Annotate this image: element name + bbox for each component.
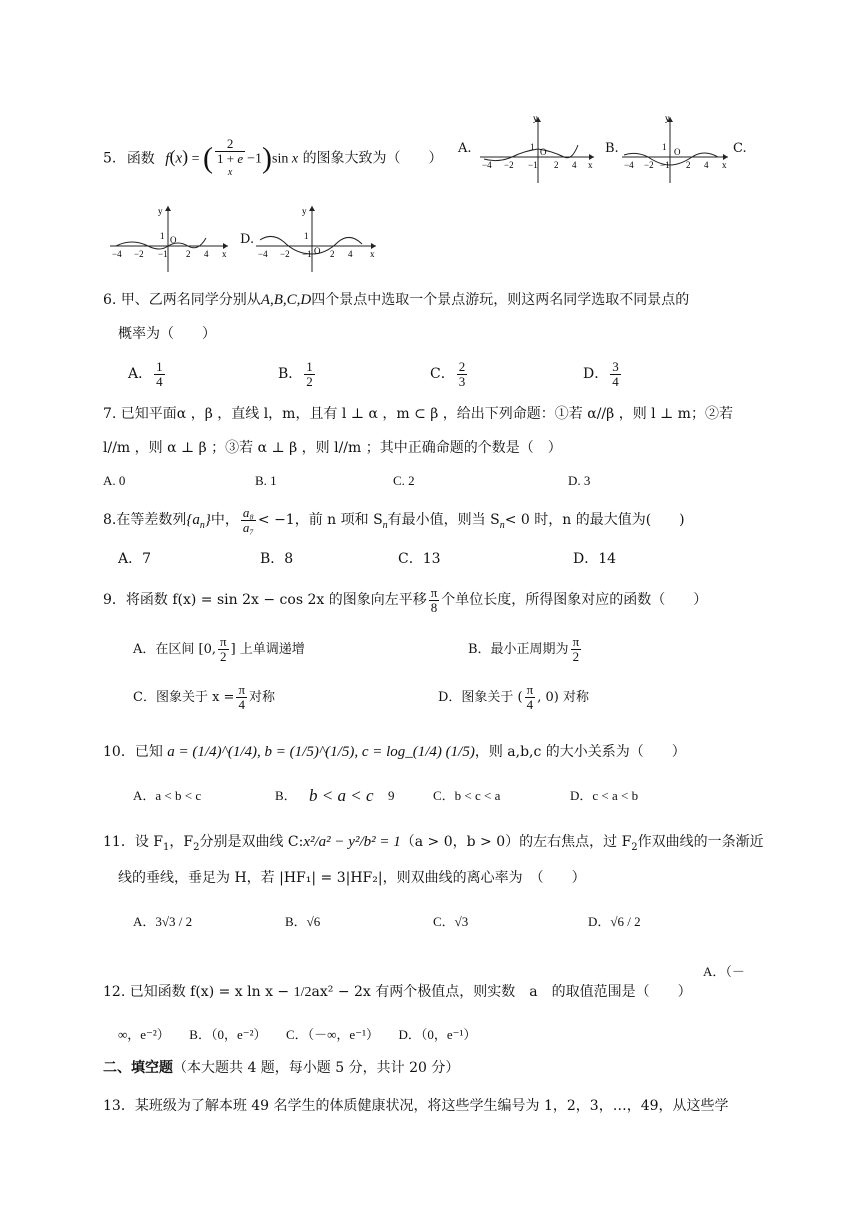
svg-text:−4: −4 bbox=[112, 249, 122, 259]
svg-text:4: 4 bbox=[704, 160, 709, 170]
q7-option-b: B. 1 bbox=[255, 473, 277, 488]
q5-option-c-label: C. bbox=[733, 141, 747, 156]
q9-option-d: D．图象关于 ( $\frac{\pi}{4}$ , 0) 对称 bbox=[438, 682, 589, 712]
q6-vars: A,B,C,D bbox=[260, 292, 312, 308]
q5-graph-c bbox=[108, 202, 230, 274]
q10-option-c: C．b < c < a bbox=[433, 788, 501, 803]
svg-text:x: x bbox=[222, 249, 227, 259]
svg-text:O: O bbox=[314, 246, 321, 256]
svg-text:y: y bbox=[302, 206, 307, 216]
svg-text:O: O bbox=[674, 147, 681, 157]
q8-option-b: B．8 bbox=[260, 551, 294, 567]
q6-option-c: C． $\frac{2}{3}$ bbox=[430, 358, 466, 389]
svg-text:1: 1 bbox=[530, 142, 535, 152]
q5-text-b: 的图象大致为（ ） bbox=[302, 150, 443, 167]
q9-line: 9．将函数 f(x) = sin 2x − cos 2x 的图象向左平移 $\frac{\pi}{8}$ 个单位长度，所得图象对应的函数（ ） bbox=[103, 584, 708, 615]
q5-option-b-label: B. bbox=[605, 141, 619, 156]
q6-line1 bbox=[103, 290, 689, 310]
q5-formula: f bbox=[165, 150, 170, 167]
q7-option-d: D. 3 bbox=[568, 473, 591, 488]
svg-text:−4: −4 bbox=[258, 249, 268, 259]
svg-text:1: 1 bbox=[662, 142, 667, 152]
svg-text:y: y bbox=[665, 113, 670, 123]
q11-line2: 线的垂线，垂足为 H，若 |HF₁| = 3|HF₂|，则双曲线的离心率为 （ ） bbox=[118, 870, 586, 886]
svg-text:−2: −2 bbox=[644, 160, 654, 170]
q8-option-c: C．13 bbox=[398, 551, 441, 567]
q5-number: 5. bbox=[103, 150, 117, 167]
svg-text:O: O bbox=[540, 147, 547, 157]
q6-text1: 甲、乙两名同学分别从 bbox=[120, 292, 261, 308]
svg-text:1: 1 bbox=[160, 231, 165, 241]
svg-text:−1: −1 bbox=[302, 249, 312, 259]
section2-description: （本大题共 4 题，每小题 5 分，共计 20 分） bbox=[173, 1060, 460, 1076]
q10-option-b-stray: 9 bbox=[388, 788, 395, 803]
svg-text:−1: −1 bbox=[158, 249, 168, 259]
q7-option-c: C. 2 bbox=[393, 473, 415, 488]
svg-text:2: 2 bbox=[554, 160, 559, 170]
svg-text:−2: −2 bbox=[504, 160, 514, 170]
q10-line: 10．已知 a = (1/4)^(1/4), b = (1/5)^(1/5), c = log_(1/4) (1/5)，则 a,b,c 的大小关系为（ ） bbox=[103, 744, 686, 760]
q10-option-a: A．a < b < c bbox=[133, 788, 202, 803]
q12-line2: ∞，e⁻²） B．（0，e⁻²） C．（－∞，e⁻¹） D．（0，e⁻¹） bbox=[118, 1027, 477, 1042]
q6-option-a: A． $\frac{1}{4}$ bbox=[128, 358, 163, 389]
q6-option-b: B． $\frac{1}{2}$ bbox=[278, 358, 313, 389]
svg-text:O: O bbox=[170, 235, 177, 245]
q7-line2: l//m ，则 α ⊥ β ；③若 α ⊥ β ，则 l//m ；其中正确命题的个数是（ ） bbox=[103, 440, 562, 456]
q8-line: 8.在等差数列$\{a_n\}$中， $\frac{\text{a₈}}{\text{a₇}}$ < −1，前 n 项和 $S_n$有最小值，则当 $S_n< 0$ 时，n 的最大值为( ) bbox=[103, 504, 685, 535]
q9-option-c: C．图象关于 x = $\frac{\pi}{4}$ 对称 bbox=[133, 682, 276, 712]
section2-heading bbox=[103, 1058, 459, 1078]
svg-text:4: 4 bbox=[204, 249, 209, 259]
svg-text:x: x bbox=[722, 160, 727, 170]
q11-option-b: B．√6 bbox=[285, 914, 321, 929]
svg-text:−4: −4 bbox=[624, 160, 634, 170]
q9-option-a: A．在区间 [0, $\frac{\pi}{2}$ ] 上单调递增 bbox=[133, 634, 305, 664]
q7-line1: 7. 已知平面α ，β ，直线 l，m，且有 l ⊥ α ，m ⊂ β ，给出下列命题：①若 α//β ，则 l ⊥ m；②若 bbox=[103, 406, 733, 422]
q6-option-d: D． $\frac{3}{4}$ bbox=[583, 358, 619, 389]
svg-text:−1: −1 bbox=[528, 160, 538, 170]
q5-option-a-label: A. bbox=[458, 141, 472, 156]
section2-title: 二、填空题 bbox=[103, 1060, 173, 1076]
q8-option-d: D．14 bbox=[573, 551, 617, 567]
q5-text-a: 函数 bbox=[126, 150, 155, 167]
q13-line: 13．某班级为了解本班 49 名学生的体质健康状况，将这些学生编号为 1，2，3，…，49，从这些学 bbox=[103, 1098, 729, 1114]
q12-line1: 12. 已知函数 f(x) = x ln x − 1/2ax² − 2x 有两个极值点，则实数 a 的取值范围是（ ） bbox=[103, 984, 692, 1000]
q6-text2: 四个景点中选取一个景点游玩，则这两名同学选取不同景点的 bbox=[311, 292, 690, 308]
svg-text:4: 4 bbox=[348, 249, 353, 259]
q5-graph-a-y-label: y bbox=[533, 113, 538, 123]
q5-option-d-label: D. bbox=[240, 232, 255, 247]
q11-option-d: D．√6 / 2 bbox=[588, 914, 641, 929]
svg-text:2: 2 bbox=[186, 249, 191, 259]
svg-text:1: 1 bbox=[304, 231, 309, 241]
q5-graph-b bbox=[620, 113, 730, 185]
svg-text:−1: −1 bbox=[660, 160, 670, 170]
q10-option-b-label: B． bbox=[275, 788, 297, 803]
svg-text:−4: −4 bbox=[482, 160, 492, 170]
q10-option-d: D．c < a < b bbox=[570, 788, 639, 803]
q7-option-a: A. 0 bbox=[103, 473, 126, 488]
svg-text:4: 4 bbox=[572, 160, 577, 170]
q11-option-a: A．3√3 / 2 bbox=[133, 914, 193, 929]
svg-text:x: x bbox=[370, 249, 375, 259]
svg-text:−2: −2 bbox=[280, 249, 290, 259]
q11-equation: x²/a² − y²/b² = 1 bbox=[303, 834, 401, 850]
q10-expression: a = (1/4)^(1/4), b = (1/5)^(1/5), c = log_(1/4) (1/5) bbox=[167, 744, 475, 760]
svg-text:2: 2 bbox=[686, 160, 691, 170]
q11-option-c: C．√3 bbox=[433, 914, 469, 929]
q12-option-a-head: A．（－ bbox=[703, 964, 745, 979]
svg-text:2: 2 bbox=[330, 249, 335, 259]
q8-option-a: A．7 bbox=[118, 551, 152, 567]
q5-graph-d bbox=[254, 202, 378, 274]
q5-graph-a bbox=[478, 113, 596, 185]
q11-line1: 11．设 $F_1$，$F_2$分别是双曲线 C:x²/a² − y²/b² = 1（a > 0，b > 0）的左右焦点，过 $F_2$作双曲线的一条渐近 bbox=[103, 834, 764, 853]
q5-line: 5. 函数 f(x) = ( 2 1 + e x −1)sin x 的图象大致为（ ） bbox=[103, 136, 443, 178]
svg-text:x: x bbox=[588, 160, 593, 170]
q6-number: 6. bbox=[103, 292, 117, 308]
q10-option-b-value: b < a < c bbox=[309, 786, 374, 805]
svg-text:−2: −2 bbox=[134, 249, 144, 259]
svg-text:y: y bbox=[158, 206, 163, 216]
q6-line2: 概率为（ ） bbox=[118, 326, 216, 342]
q9-option-b: B．最小正周期为 $\frac{\pi}{2}$ bbox=[468, 634, 580, 664]
